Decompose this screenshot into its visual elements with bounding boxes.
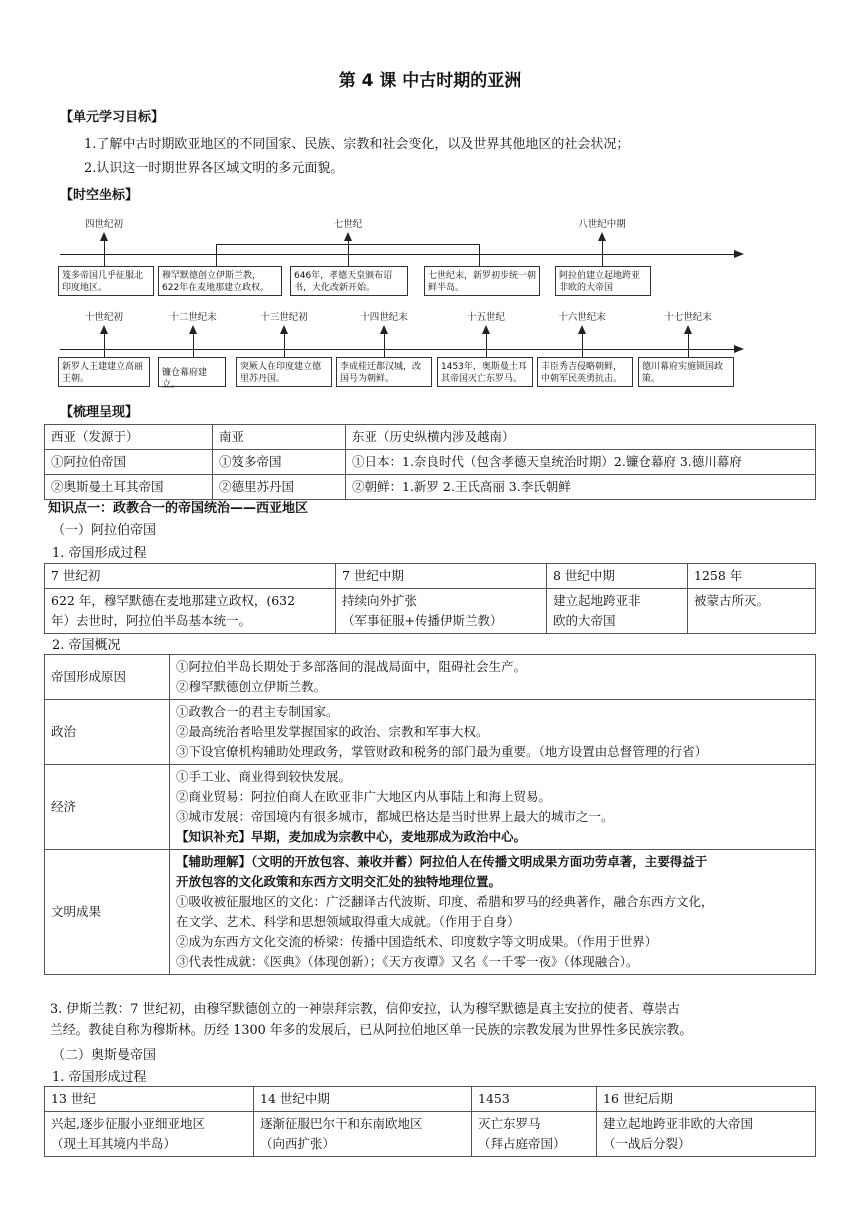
content-line: ③代表性成就：《医典》（体现创新）；《天方夜谭》又名《一千零一夜》（体现融合）。 xyxy=(176,954,639,969)
table-header: 7 世纪初 xyxy=(45,564,336,589)
table-header: 8 世纪中期 xyxy=(547,564,688,589)
subsection-title: （二）奥斯曼帝国 xyxy=(52,1048,157,1063)
arab-overview-table xyxy=(44,654,816,975)
timeline-stem xyxy=(104,333,105,357)
content-line: ②最高统治者哈里发掌握国家的政治、宗教和军事大权。 xyxy=(176,724,489,739)
cell-line: （现土耳其境内半岛） xyxy=(51,1136,177,1151)
cell-line: 622 年，穆罕默德在麦地那建立政权，(632 xyxy=(51,593,296,608)
cell-line: （向西扩张） xyxy=(260,1136,336,1151)
cell-line: 年）去世时，阿拉伯半岛基本统一。 xyxy=(51,613,252,628)
timeline-stem xyxy=(688,333,689,357)
timeline-label: 四世纪初 xyxy=(84,219,123,230)
table-cell xyxy=(472,1112,597,1157)
timeline-stem xyxy=(193,333,194,357)
section-title: 2. 帝国概况 xyxy=(52,638,121,653)
timeline-arrow-2 xyxy=(734,345,744,353)
review-cell: ①笈多帝国 xyxy=(213,450,346,475)
content-line: ①吸收被征服地区的文化：广泛翻译古代波斯、印度、希腊和罗马的经典著作，融合东西方文化， xyxy=(176,894,714,909)
timeline-event: 646年，孝德天皇颁布诏书，大化改新开始。 xyxy=(290,266,408,296)
cell-line: 兴起,逐步征服小亚细亚地区 xyxy=(51,1116,205,1131)
timeline-label: 十二世纪末 xyxy=(169,312,217,323)
timeline-event: 笈多帝国几乎征服北印度地区。 xyxy=(58,266,154,296)
paragraph-line: 3. 伊斯兰教：7 世纪初，由穆罕默德创立的一神崇拜宗教，信仰安拉，认为穆罕默德是真主安拉的使者、尊崇古 xyxy=(50,1002,680,1017)
timeline-stem xyxy=(104,240,105,254)
overview-label: 政治 xyxy=(45,700,170,765)
timeline-label: 十六世纪末 xyxy=(558,312,606,323)
cell-line: 被蒙古所灭。 xyxy=(694,593,770,608)
review-table xyxy=(44,424,816,500)
unit-goal-item-2: 2.认识这一时期世界各区域文明的多元面貌。 xyxy=(84,161,344,176)
cell-line: （军事征服+传播伊斯兰教） xyxy=(342,613,503,628)
paragraph-line: 兰经。教徒自称为穆斯林。历经 1300 年多的发展后，已从阿拉伯地区单一民族的宗教发展为世界性多民族宗教。 xyxy=(50,1023,693,1038)
content-line: 在文学、艺术、科学和思想领域取得重大成就。（作用于自身） xyxy=(176,914,520,929)
table-cell xyxy=(254,1112,472,1157)
overview-content xyxy=(170,765,816,850)
table-header: 13 世纪 xyxy=(45,1087,254,1112)
timeline-label: 八世纪中期 xyxy=(578,219,626,230)
table-header: 16 世纪后期 xyxy=(597,1087,816,1112)
timeline-event: 李成桂迁都汉城，改国号为朝鲜。 xyxy=(336,357,432,387)
page-title: 第 4 课 中古时期的亚洲 xyxy=(338,71,522,91)
timeline-label: 十三世纪初 xyxy=(260,312,308,323)
content-line: ②穆罕默德创立伊斯兰教。 xyxy=(176,679,327,694)
table-header: 7 世纪中期 xyxy=(336,564,547,589)
section-title: 1. 帝国形成过程 xyxy=(52,546,147,561)
subsection-title: （一）阿拉伯帝国 xyxy=(52,523,157,538)
timeline-stem xyxy=(348,244,349,266)
timeline-label: 十四世纪末 xyxy=(360,312,408,323)
review-cell: ②德里苏丹国 xyxy=(213,475,346,500)
review-header: 东亚（历史纵横内涉及越南） xyxy=(346,425,816,450)
section-title: 1. 帝国形成过程 xyxy=(52,1070,147,1085)
timeline-stem xyxy=(486,333,487,357)
cell-line: 逐渐征服巴尔干和东南欧地区 xyxy=(260,1116,423,1131)
table-cell xyxy=(597,1112,816,1157)
review-cell: ②奥斯曼土耳其帝国 xyxy=(45,475,213,500)
table-header: 1453 xyxy=(472,1087,597,1112)
content-line: ③城市发展：帝国境内有很多城市，都城巴格达是当时世界上最大的城市之一。 xyxy=(176,809,614,824)
cell-line: 建立起地跨亚非 xyxy=(553,593,641,608)
table-header: 14 世纪中期 xyxy=(254,1087,472,1112)
islam-paragraph xyxy=(50,999,830,1041)
table-cell xyxy=(336,589,547,634)
review-header: 南亚 xyxy=(213,425,346,450)
arab-formation-table xyxy=(44,563,816,634)
table-cell xyxy=(45,1112,254,1157)
cell-line: （一战后分裂） xyxy=(603,1136,691,1151)
cell-line: 灭亡东罗马 xyxy=(478,1116,541,1131)
timeline-event: 七世纪末，新罗初步统一朝鲜半岛。 xyxy=(424,266,540,296)
ottoman-formation-table xyxy=(44,1086,816,1157)
timeline-stem xyxy=(104,254,105,266)
cell-line: 建立起地跨亚非欧的大帝国 xyxy=(603,1116,754,1131)
timeline-label: 十五世纪 xyxy=(466,312,505,323)
timeline-label: 十世纪初 xyxy=(84,312,123,323)
knowledge-supplement: 【知识补充】早期，麦加成为宗教中心，麦地那成为政治中心。 xyxy=(176,829,527,844)
review-heading: 【梳理呈现】 xyxy=(60,405,139,420)
content-line: ②商业贸易：阿拉伯商人在欧亚非广大地区内从事陆上和海上贸易。 xyxy=(176,789,552,804)
table-header: 1258 年 xyxy=(688,564,816,589)
timeline-label: 七世纪 xyxy=(333,219,363,230)
content-line: ①手工业、商业得到较快发展。 xyxy=(176,769,352,784)
cell-line: 欧的大帝国 xyxy=(553,613,616,628)
timeline-stem xyxy=(582,333,583,357)
timeline-label: 十七世纪末 xyxy=(664,312,712,323)
timeline-event: 突厥人在印度建立德里苏丹国。 xyxy=(236,357,332,387)
content-line: ①阿拉伯半岛长期处于多部落间的混战局面中，阻碍社会生产。 xyxy=(176,659,527,674)
unit-goal-item-1: 1.了解中古时期欧亚地区的不同国家、民族、宗教和社会变化，以及世界其他地区的社会状况； xyxy=(84,137,630,152)
review-cell: ①日本：1.奈良时代（包含孝德天皇统治时期）2.镰仓幕府 3.德川幕府 xyxy=(346,450,816,475)
timeline-heading: 【时空坐标】 xyxy=(60,188,139,203)
table-cell xyxy=(688,589,816,634)
overview-label: 经济 xyxy=(45,765,170,850)
overview-content xyxy=(170,655,816,700)
content-line: ②成为东西方文化交流的桥梁：传播中国造纸术、印度数字等文明成果。（作用于世界） xyxy=(176,934,658,949)
overview-label: 文明成果 xyxy=(45,850,170,975)
cell-line: 持续向外扩张 xyxy=(342,593,418,608)
review-cell: ①阿拉伯帝国 xyxy=(45,450,213,475)
timeline-event: 镰仓幕府建立。 xyxy=(158,357,226,387)
overview-content xyxy=(170,850,816,975)
timeline-stem xyxy=(384,333,385,357)
timeline-arrow-1 xyxy=(734,250,744,258)
review-header: 西亚（发源于） xyxy=(45,425,213,450)
unit-goal-heading: 【单元学习目标】 xyxy=(60,110,165,125)
timeline-event: 德川幕府实施锁国政策。 xyxy=(638,357,734,387)
timeline-event: 新罗人王建建立高丽王朝。 xyxy=(58,357,150,387)
timeline-stem xyxy=(284,333,285,357)
content-line: 【辅助理解】（文明的开放包容、兼收并蓄）阿拉伯人在传播文明成果方面功劳卓著，主要得益于 xyxy=(176,854,708,869)
overview-label: 帝国形成原因 xyxy=(45,655,170,700)
timeline-axis-2 xyxy=(60,349,736,350)
cell-line: （拜占庭帝国） xyxy=(478,1136,566,1151)
timeline-event: 穆罕默德创立伊斯兰教，622年在麦地那建立政权。 xyxy=(158,266,282,296)
content-line: ①政教合一的君主专制国家。 xyxy=(176,704,339,719)
table-cell xyxy=(547,589,688,634)
timeline-event: 阿拉伯建立起地跨亚非欧的大帝国 xyxy=(555,266,651,296)
overview-content xyxy=(170,700,816,765)
review-cell: ②朝鲜：1.新罗 2.王氏高丽 3.李氏朝鲜 xyxy=(346,475,816,500)
timeline-stem xyxy=(602,240,603,266)
content-line: ③下设官僚机构辅助处理政务，掌管财政和税务的部门最为重要。（地方设置由总督管理的行省） xyxy=(176,744,708,759)
knowledge-point-heading: 知识点一：政教合一的帝国统治——西亚地区 xyxy=(48,501,309,516)
content-line: 开放包容的文化政策和东西方文明交汇处的独特地理位置。 xyxy=(176,874,502,889)
timeline-event: 丰臣秀吉侵略朝鲜，中朝军民英勇抗击。 xyxy=(537,357,633,387)
table-cell xyxy=(45,589,336,634)
timeline-event: 1453年，奥斯曼土耳其帝国灭亡东罗马。 xyxy=(437,357,533,387)
